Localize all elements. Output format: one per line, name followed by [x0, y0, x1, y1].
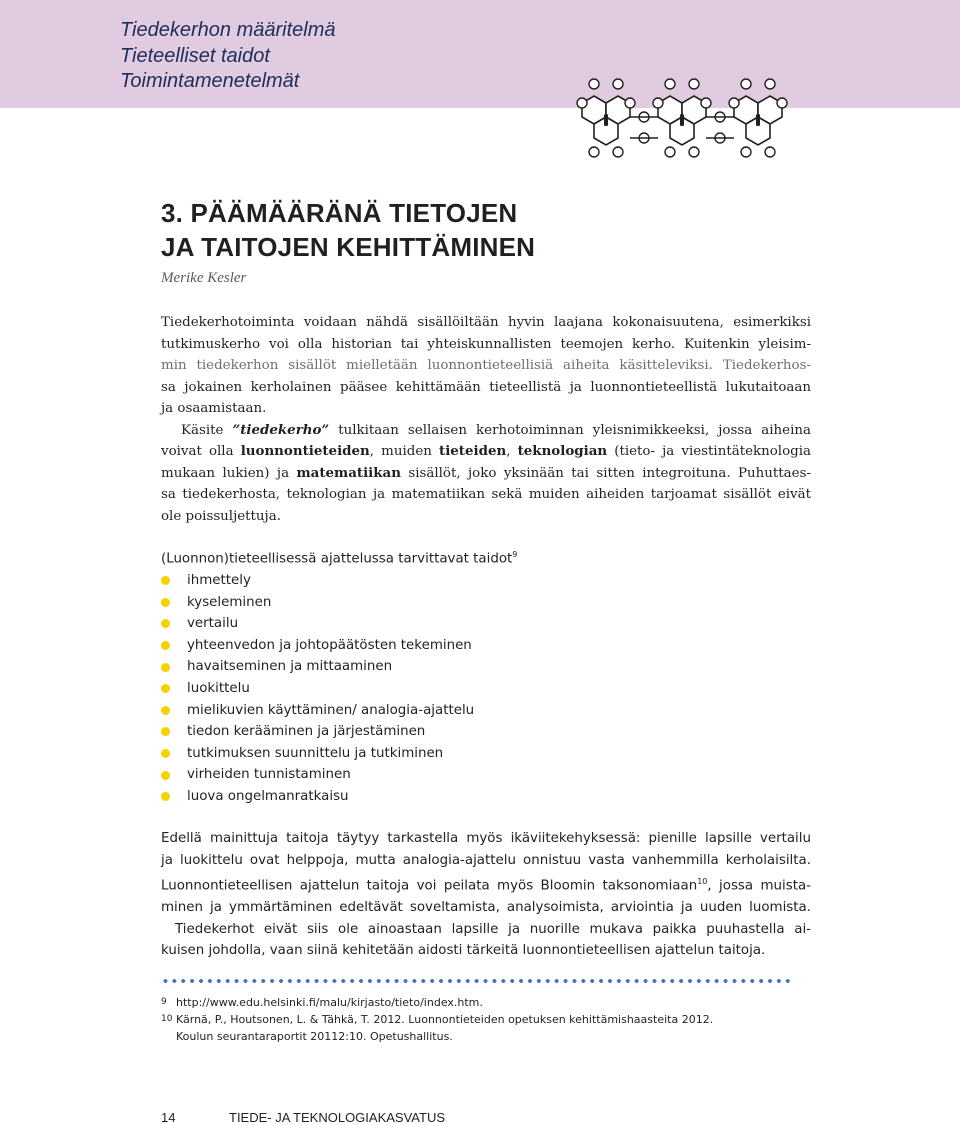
closing-line: ja luokittelu ovat helppoja, mutta analogia-ajattelu onnistuu vasta vanhemmilla kerholaisilta. — [161, 852, 811, 868]
page-footer — [161, 1110, 445, 1125]
intro-paragraphs — [161, 312, 811, 527]
bullet-icon — [161, 727, 170, 736]
text-run: Käsite — [181, 422, 233, 438]
term-sciences: tieteiden — [439, 443, 507, 459]
page-number: 14 — [161, 1110, 176, 1125]
header-link-skills[interactable]: Tieteelliset taidot — [120, 44, 270, 67]
term-natural-sciences: luonnontieteiden — [240, 443, 370, 459]
term-mathematics: matematiikan — [296, 464, 401, 481]
bullet-icon — [161, 706, 170, 715]
footnote-10 — [161, 1011, 713, 1045]
list-item — [161, 764, 474, 786]
text-run: , muiden — [369, 444, 440, 459]
intro-line: Tiedekerhotoiminta voidaan nähdä sisällöiltään hyvin laajana kokonaisuutena, esimerkiksi — [161, 315, 811, 330]
author-name: Merike Kesler — [161, 270, 247, 286]
list-item — [161, 570, 474, 592]
intro-line: min tiedekerhon sisällöt mielletään luonnontieteellisiä aiheita käsitteleviksi. Tiedekerhos- — [161, 358, 811, 373]
list-item-label: ihmettely — [187, 573, 251, 588]
list-item — [161, 743, 474, 765]
footnotes — [161, 994, 713, 1045]
term-tiedekerho: ”tiedekerho” — [232, 421, 330, 438]
footnote-link[interactable]: http://www.edu.helsinki.fi/malu/kirjasto/tieto/index.htm. — [176, 996, 483, 1009]
chapter-title-line1: 3. PÄÄMÄÄRÄNÄ TIETOJEN — [161, 198, 518, 228]
header-link-definition[interactable]: Tiedekerhon määritelmä — [120, 19, 336, 41]
intro-line: ja osaamistaan. — [161, 401, 267, 416]
list-item — [161, 678, 474, 700]
list-item-label: tutkimuksen suunnittelu ja tutkiminen — [187, 745, 444, 761]
text-run: Luonnontieteellisen ajattelun taitoja voi peilata myös Bloomin taksonomiaan — [161, 878, 698, 894]
list-item — [161, 656, 474, 678]
skills-heading — [161, 550, 517, 566]
bullet-icon — [161, 663, 170, 672]
term-technology: teknologian — [517, 443, 608, 459]
definition-line — [161, 441, 811, 463]
list-item — [161, 635, 474, 657]
skills-list — [161, 570, 474, 808]
text-run: mukaan lukien) ja — [161, 465, 297, 481]
text-run: voivat olla — [161, 444, 241, 459]
list-item — [161, 786, 474, 808]
list-item-label: yhteenvedon ja johtopäätösten tekeminen — [187, 637, 472, 653]
closing-line: Tiedekerhot eivät siis ole ainoastaan lapsille ja nuorille mukava paikka puuhastella ai- — [175, 921, 811, 937]
footnote-number: 9 — [161, 997, 167, 1007]
list-item — [161, 613, 474, 635]
list-item — [161, 721, 474, 743]
list-item-label: mielikuvien käyttäminen/ analogia-ajattelu — [187, 702, 475, 718]
closing-line: kuisen johdolla, vaan siinä kehitetään aidosti tärkeitä luonnontieteellisen ajattelun taitoja. — [161, 943, 766, 959]
header-nav — [120, 18, 335, 95]
footnote-text: Kärnä, P., Houtsonen, L. & Tähkä, T. 2012. Luonnontieteiden opetuksen kehittämishaasteita 2012. — [176, 1013, 714, 1026]
bullet-icon — [161, 641, 170, 650]
footnote-ref-9[interactable]: 9 — [512, 550, 518, 559]
list-item — [161, 592, 474, 614]
intro-line: tutkimuskerho voi olla historian tai yhteiskunnallisten teemojen kerho. Kuitenkin yleisim- — [161, 336, 811, 352]
definition-line: ole poissuljettuja. — [161, 508, 281, 524]
list-item-label: luokittelu — [187, 680, 250, 696]
list-item — [161, 700, 474, 722]
dotted-divider — [161, 978, 791, 984]
bullet-icon — [161, 792, 170, 801]
definition-line: sa tiedekerhosta, teknologian ja matematiikan sekä muiden aiheiden tarjoamat sisällöt eivät — [161, 487, 811, 502]
list-item-label: luova ongelmanratkaisu — [187, 788, 349, 804]
bullet-icon — [161, 598, 170, 607]
footnote-ref-10[interactable]: 10 — [697, 877, 708, 887]
bullet-icon — [161, 684, 170, 693]
bullet-icon — [161, 771, 170, 780]
molecule-logo-icon — [574, 76, 796, 166]
closing-paragraph — [161, 828, 811, 962]
footnote-9 — [161, 994, 713, 1011]
definition-line — [161, 463, 811, 485]
bullet-icon — [161, 576, 170, 585]
text-run: tulkitaan sellaisen kerhotoiminnan yleisnimikkeeksi, jossa aiheina — [329, 422, 811, 438]
text-run: sisällöt, joko yksinään tai sitten integroituna. Puhuttaes- — [400, 465, 811, 481]
closing-line: Edellä mainittuja taitoja täytyy tarkastella myös ikäviitekehyksessä: pienille lapsille vertailu — [161, 831, 811, 846]
intro-line: sa jokainen kerholainen pääsee kehittämään tieteellistä ja luonnontieteellistä lukutaitoaan — [161, 379, 811, 395]
text-run: (tieto- ja viestintäteknologia — [607, 444, 811, 459]
footnote-number: 10 — [161, 1014, 173, 1024]
text-run: , — [506, 444, 518, 459]
chapter-title-line2: JA TAITOJEN KEHITTÄMINEN — [161, 232, 536, 262]
list-item-label: vertailu — [187, 616, 239, 632]
list-item-label: kyseleminen — [187, 594, 272, 610]
closing-line — [161, 871, 811, 897]
closing-line: minen ja ymmärtäminen edeltävät soveltamista, analysoimista, arviointia ja uuden luomista. — [161, 900, 811, 916]
list-item-label: virheiden tunnistaminen — [187, 767, 351, 783]
publication-title: TIEDE- JA TEKNOLOGIAKASVATUS — [229, 1110, 445, 1125]
list-item-label: havaitseminen ja mittaaminen — [187, 659, 393, 675]
text-run: , jossa muista- — [707, 878, 812, 894]
bullet-icon — [161, 619, 170, 628]
footnote-text: Koulun seurantaraportit 20112:10. Opetushallitus. — [176, 1030, 453, 1043]
bullet-icon — [161, 749, 170, 758]
definition-line — [161, 420, 811, 442]
list-item-label: tiedon kerääminen ja järjestäminen — [187, 724, 426, 740]
chapter-title — [161, 196, 535, 264]
header-link-methods[interactable]: Toimintamenetelmät — [120, 70, 300, 92]
skills-heading-text: (Luonnon)tieteellisessä ajattelussa tarvittavat taidot — [161, 551, 513, 567]
